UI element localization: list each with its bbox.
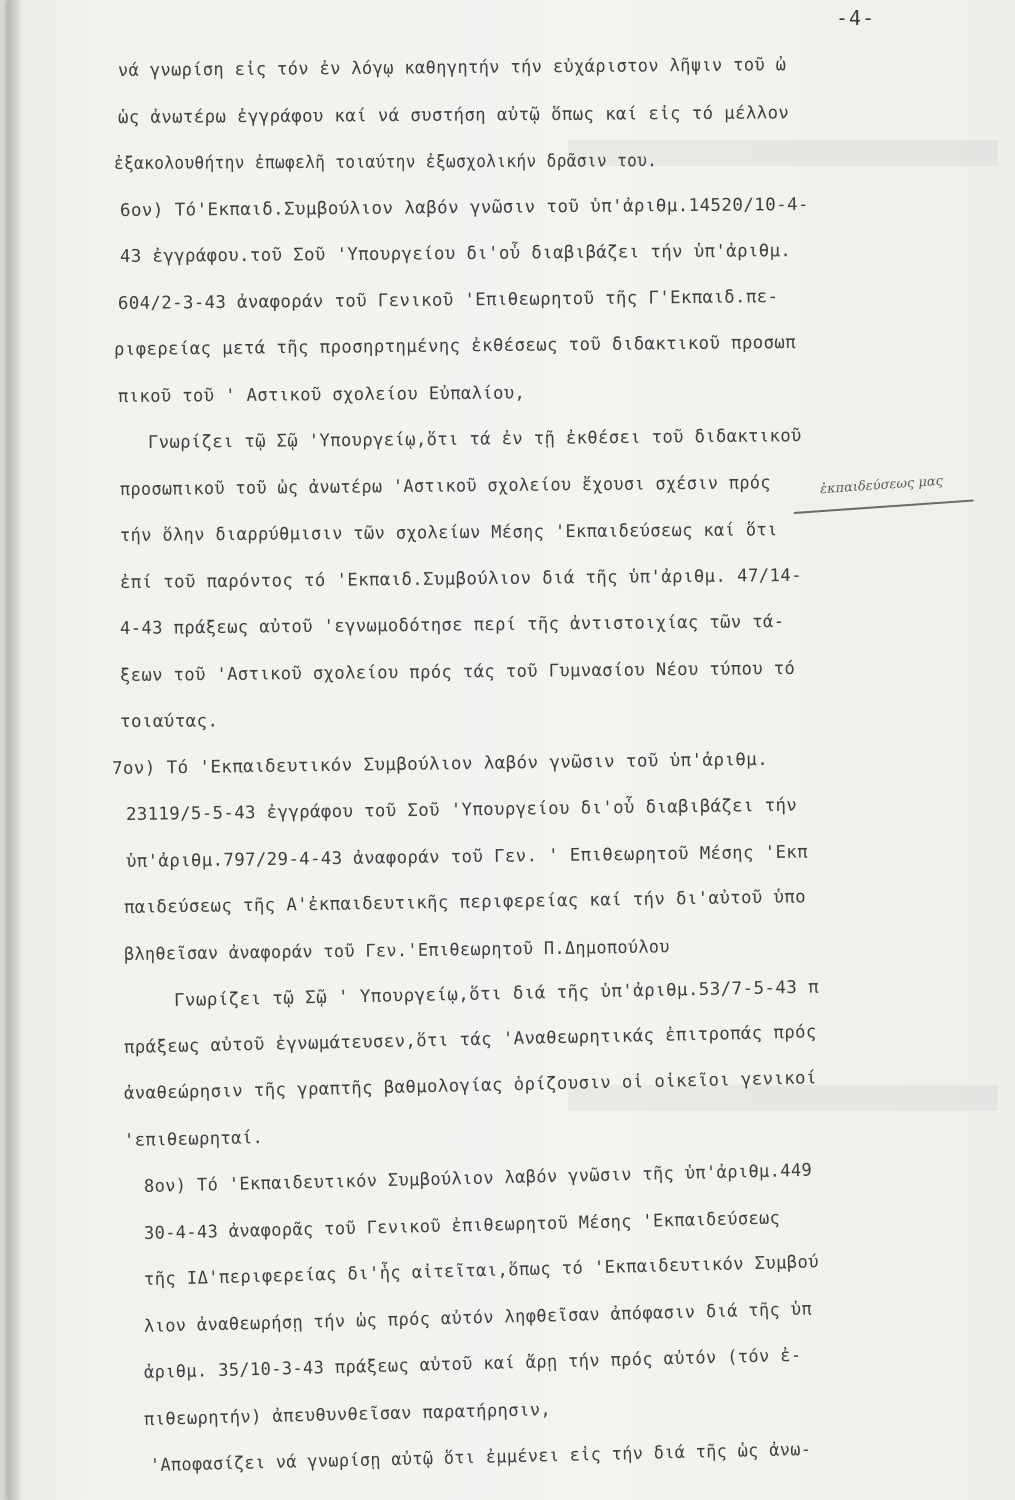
text-line: ἀριθμ. 35/10-3-43 πράξεως αὐτοῦ καί ἄρῃ τήν πρός αὐτόν (τόν ἐ-	[143, 1345, 802, 1383]
text-line: ξεων τοῦ 'Αστικοῦ σχολείου πρός τάς τοῦ Γυμνασίου Νέου τύπου τό	[119, 658, 796, 686]
text-line: 'Αποφασίζει νά γνωρίσῃ αὐτῷ ὅτι ἐμμένει εἰς τήν διά τῆς ὡς ἀνω-	[149, 1439, 812, 1476]
text-line: ριφερείας μετά τῆς προσηρτημένης ἐκθέσεως τοῦ διδακτικοῦ προσωπ	[113, 332, 797, 360]
text-line: νά γνωρίση εἰς τόν ἐν λόγῳ καθηγητήν τήν εὐχάριστον λῆψιν τοῦ ὠ	[117, 55, 787, 81]
text-line: τοιαύτας.	[119, 711, 219, 732]
text-line: παιδεύσεως τῆς Α'ἐκπαιδευτικῆς περιφερείας καί τήν δι'αὐτοῦ ὑπο	[123, 887, 807, 918]
text-line: ἐπί τοῦ παρόντος τό 'Εκπαιδ.Συμβούλιον διά τῆς ὑπ'ἀριθμ. 47/14-	[119, 565, 803, 593]
text-line: βληθεῖσαν ἀναφοράν τοῦ Γεν.'Επιθεωρητοῦ Π.Δημοπούλου	[123, 936, 671, 965]
text-line: Γνωρίζει τῷ Σῷ ' Υπουργείῳ,ὅτι διά τῆς ὑπ'ἀριθμ.53/7-5-43 π	[173, 977, 820, 1011]
text-line: προσωπικοῦ τοῦ ὡς ἀνωτέρω 'Αστικοῦ σχολείου ἔχουσι σχέσιν πρός	[119, 472, 771, 500]
text-line: τῆς ΙΔ'περιφερείας δι'ἧς αἰτεῖται,ὅπως τό 'Εκπαιδευτικόν Συμβού	[143, 1252, 820, 1290]
text-line: ἐξακολουθήτην ἐπωφελῆ τοιαύτην ἐξωσχολικήν δρᾶσιν του.	[113, 151, 658, 174]
text-line: πιθεωρητήν) ἀπευθυνθεῖσαν παρατήρησιν,	[143, 1399, 552, 1430]
text-line: Γνωρίζει τῷ Σῷ 'Υπουργείῳ,ὅτι τά ἐν τῇ ἐκθέσει τοῦ διδακτικοῦ	[147, 426, 802, 453]
text-line: πράξεως αὐτοῦ ἐγνωμάτευσεν,ὅτι τάς 'Αναθεωρητικάς ἐπιτροπάς πρός	[123, 1021, 817, 1058]
text-line: 4-43 πράξεως αὐτοῦ 'εγνωμοδότησε περί τῆς ἀντιστοιχίας τῶν τά-	[119, 612, 785, 639]
text-line: 30-4-43 ἀναφορᾶς τοῦ Γενικοῦ ἐπιθεωρητοῦ Μέσης 'Εκπαιδεύσεως	[143, 1207, 781, 1244]
text-line: πικοῦ τοῦ ' Αστικοῦ σχολείου Εὐπαλίου,	[117, 382, 526, 407]
text-line: 7ον) Τό 'Εκπαιδευτικόν Συμβούλιον λαβόν γνῶσιν τοῦ ὑπ'ἀριθμ.	[111, 749, 769, 779]
text-line: 43 ἐγγράφου.τοῦ Σοῦ 'Υπουργείου δι'οὗ διαβιβάζει τήν ὑπ'ἀριθμ.	[119, 241, 792, 267]
text-line: λιον ἀναθεωρήσῃ τήν ὡς πρός αὐτόν ληφθεῖσαν ἀπόφασιν διά τῆς ὑπ	[143, 1299, 813, 1337]
text-line: 8ον) Τό 'Εκπαιδευτικόν Συμβούλιον λαβόν γνῶσιν τῆς ὑπ'ἀριθμ.449	[143, 1160, 813, 1197]
typed-text-body	[108, 48, 978, 1490]
binding-edge	[8, 0, 22, 1500]
document-page	[8, 0, 1015, 1500]
text-line: τήν ὅλην διαρρύθμισιν τῶν σχολείων Μέσης 'Εκπαιδεύσεως καί ὅτι	[119, 520, 778, 546]
text-line: 604/2-3-43 ἀναφοράν τοῦ Γενικοῦ 'Επιθεωρητοῦ τῆς Γ'Εκπαιδ.πε-	[117, 286, 779, 314]
handwritten-margin-note: ἐκπαιδεύσεως μας	[819, 473, 944, 498]
text-line: 23119/5-5-43 ἐγγράφου τοῦ Σοῦ 'Υπουργείου δι'οὗ διαβιβάζει τήν	[125, 795, 798, 825]
text-line: ὑπ'ἀριθμ.797/29-4-43 ἀναφοράν τοῦ Γεν. ' Επιθεωρητοῦ Μέσης 'Εκπ	[125, 841, 809, 872]
text-line: 6ον) Τό'Εκπαιδ.Συμβούλιον λαβόν γνῶσιν τοῦ ὑπ'ἀριθμ.14520/10-4-	[119, 194, 810, 221]
text-line: 'επιθεωρηταί.	[123, 1127, 264, 1151]
text-line: ἀναθεώρησιν τῆς γραπτῆς βαθμολογίας ὁρίζουσιν οἱ οἰκεῖοι γενικοί	[123, 1068, 817, 1104]
page-number: -4-	[836, 6, 876, 30]
text-line: ὡς ἀνωτέρω ἐγγράφου καί νά συστήση αὐτῷ ὅπως καί εἰς τό μέλλον	[117, 102, 790, 128]
